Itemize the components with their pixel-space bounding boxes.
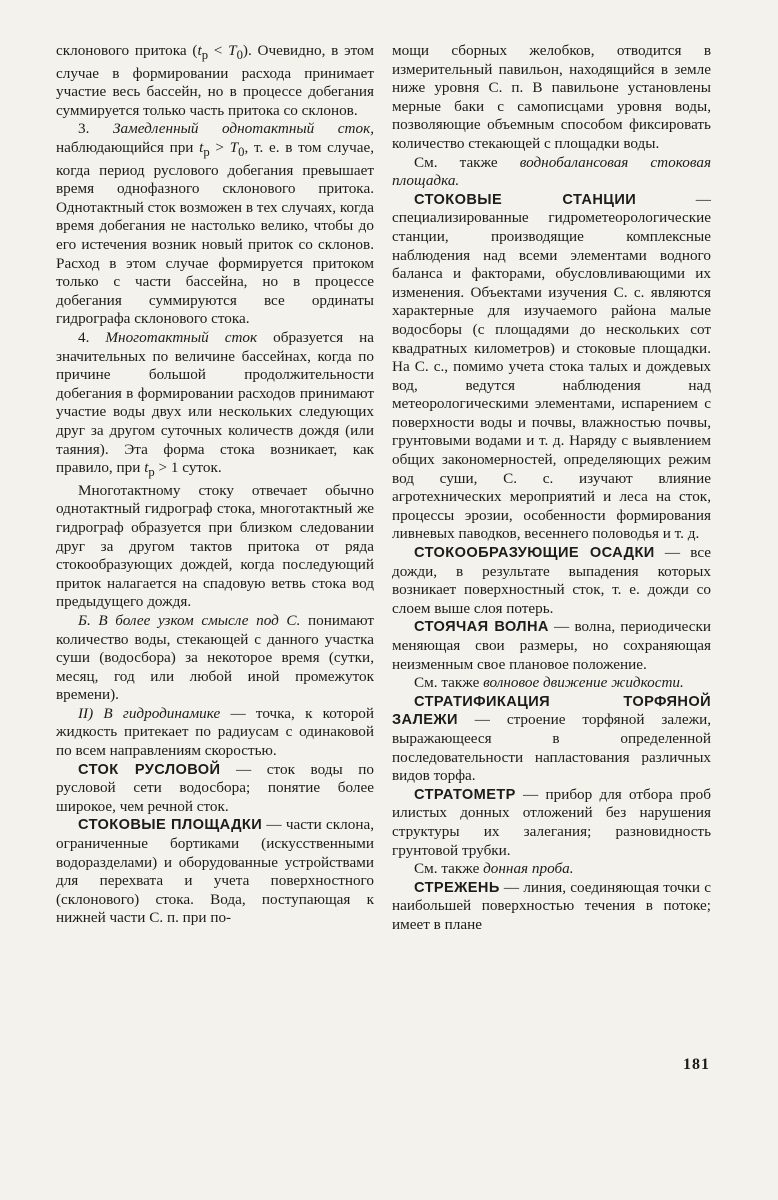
entry-headword: СТРАТИФИКАЦИЯ ТОРФЯНОЙ ЗАЛЕЖИ: [392, 693, 711, 729]
dictionary-entry: СТРАТИФИКАЦИЯ ТОРФЯНОЙ ЗАЛЕЖИ — строение торфяной залежи, выражающееся в определенной последовательности напластования различных видов торфа.: [392, 693, 711, 785]
paragraph: 4. Многотактный сток образуется на значительных по величине бассейнах, когда по причине большой продолжительности добегания в формировании расходов принимают участие воды двух или нескольких следующих друг за другом суточных количеств дождя (или таяния). Эта форма стока возникает, как правило, при $t_р > 1$ суток.: [56, 328, 374, 480]
dictionary-entry: СТОЯЧАЯ ВОЛНА — волна, периодически меняющая свои размеры, но сохраняющая неизменным свое плановое положение.: [392, 618, 711, 673]
page-number: 181: [683, 1056, 710, 1073]
paragraph: Б. В более узком смысле под С. понимают количество воды, стекающей с данного участка суши (водосбора) за некоторое время (сутки, месяц, год или любой иной промежуток времени).: [56, 611, 374, 704]
dictionary-entry: СТОКООБРАЗУЮЩИЕ ОСАДКИ — все дожди, в результате выпадения которых возникает поверхностный сток, т. е. дожди со слоем выше слоя потерь.: [392, 544, 712, 617]
dictionary-entry: СТРАТОМЕТР — прибор для отбора проб илистых донных отложений без нарушения структуры их залегания; разновидность грунтовой трубки.: [392, 785, 711, 859]
dictionary-entry: СТОК РУСЛОВОЙ — сток воды по русловой сети водосбора; понятие более широкое, чем речной сток.: [56, 760, 374, 815]
paragraph: склонового притока $(t_р < T_0)$. Очевидно, в этом случае в формировании расхода принимает участие весь бассейн, но в процессе добегания суммируется только часть притока со склонов.: [56, 42, 374, 119]
paragraph: мощи сборных желобков, отводится в измерительный павильон, находящийся в земле ниже уровня С. п. В павильоне установлены мерные баки с самописцами уровня воды, позволяющие объемным способом фиксировать количество стекающей с площадки воды.: [392, 42, 711, 152]
paragraph: 3. Замедленный однотактный сток, наблюдающийся при $t_р > T_0$, т. е. в том случае, когда период руслового добегания превышает время однофазного склонового притока. Однотактный сток возможен в тех случаях, когда время добегания не настолько велико, чтобы до его истечения возник новый приток со склонов. Расход в этом случае формируется притоком только с части бассейна, но в процессе добегания суммируются все ординаты гидрографа склонового стока.: [56, 120, 375, 328]
entry-headword: СТОЯЧАЯ ВОЛНА: [414, 619, 549, 636]
see-also: См. также воднобалансовая стоковая площадка.: [392, 153, 711, 190]
see-also: См. также донная проба.: [414, 860, 574, 878]
entry-headword: СТОКОВЫЕ ПЛОЩАДКИ: [78, 817, 263, 834]
entry-headword: СТРАТОМЕТР: [414, 786, 516, 803]
paragraph: II) В гидродинамике — точка, к которой жидкость притекает по радиусам с одинаковой по всем направлениям скоростью.: [56, 704, 375, 760]
dictionary-entry: СТОКОВЫЕ СТАНЦИИ — специализированные гидрометеорологические станции, производящие комплексные наблюдения над всеми элементами водного баланса и факторами, обусловливающими их изменения. Объектами изучения С. с. являются характерные для изучаемого района малые водосборы (с площадями до нескольких сот квадратных километров) и стоковые площадки. На С. с., помимо учета стока талых и дождевых вод, ведутся наблюдения над метеорологическими элементами, испарением с поверхности воды и почвы, влажностью почвы, грунтовыми водами и т. д. Наряду с выявлением общих закономерностей, определяющих режим вод суши, С. с. изучают влияние агротехнических мероприятий и леса на сток, процессы эрозии, особенности формирования ливневых паводков, весеннего половодья и т. д.: [392, 190, 711, 543]
dictionary-entry: СТРЕЖЕНЬ — линия, соединяющая точки с наибольшей поверхностью течения в потоке; имеет в плане: [392, 878, 711, 933]
entry-headword: СТОКОВЫЕ СТАНЦИИ: [414, 191, 637, 208]
left-column: [56, 42, 374, 928]
entry-headword: СТРЕЖЕНЬ: [414, 879, 500, 896]
entry-headword: СТОКООБРАЗУЮЩИЕ ОСАДКИ: [414, 545, 655, 562]
see-also: См. также волновое движение жидкости.: [414, 674, 684, 692]
dictionary-entry: СТОКОВЫЕ ПЛОЩАДКИ — части склона, ограниченные бортиками (искусственными водоразделами) и оборудованные устройствами для перехвата и учета поверхностного (склонового) стока. Вода, поступающая к нижней части С. п. при по-: [56, 816, 374, 927]
paragraph: Многотактному стоку отвечает обычно однотактный гидрограф стока, многотактный же гидрограф образуется при близком следовании друг за другом тактов притока от ряда стокообразующих дождей, когда последующий приток налагается на спадовую ветвь стока вод предыдущего дождя.: [56, 481, 374, 611]
entry-headword: СТОК РУСЛОВОЙ: [78, 761, 221, 778]
right-column: [392, 42, 711, 935]
